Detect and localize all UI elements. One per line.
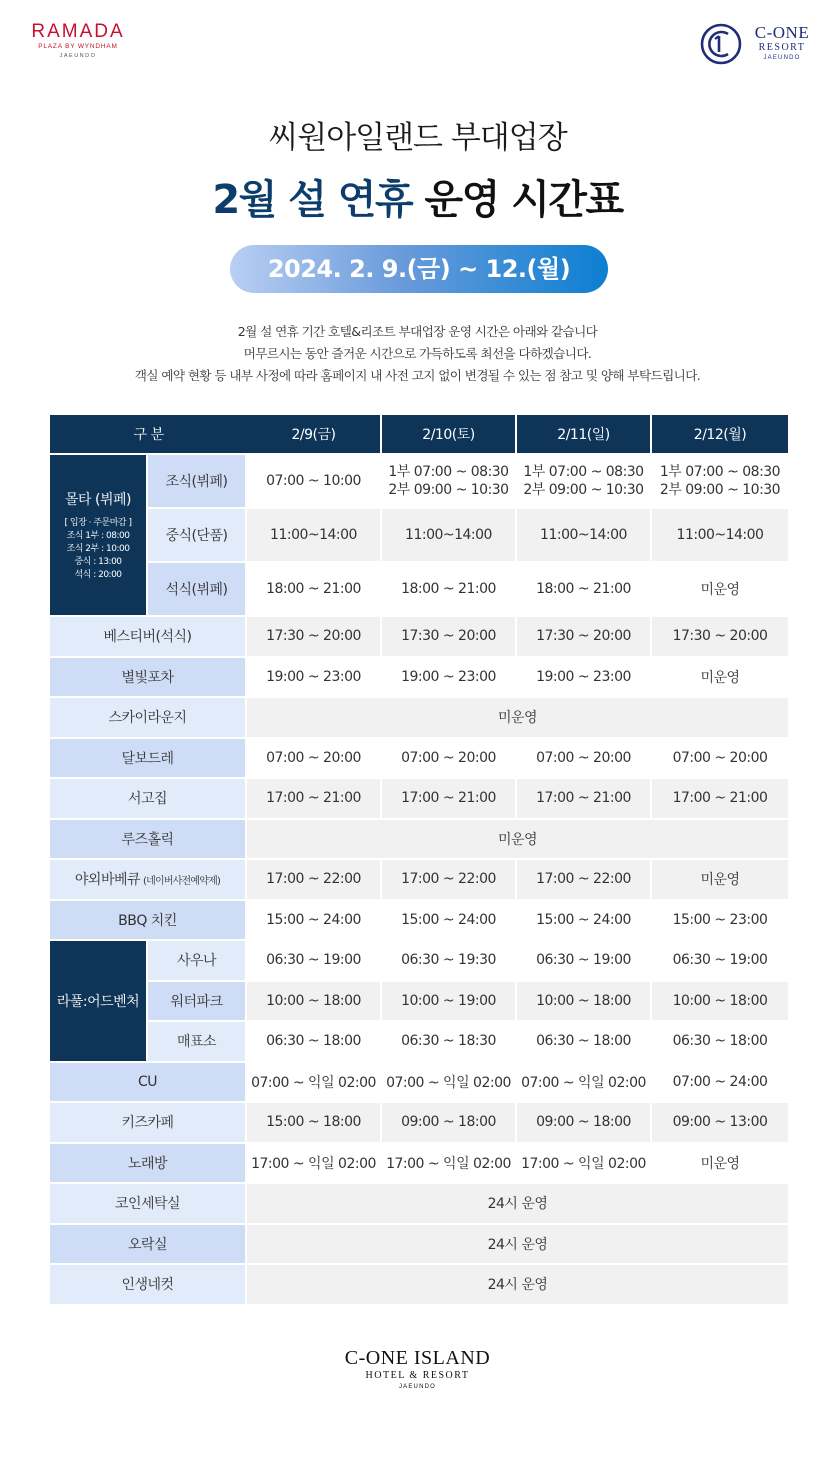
row-label-text: 야외바베큐 bbox=[74, 872, 141, 889]
time-cell: 11:00~14:00 bbox=[382, 509, 515, 561]
time-cell: 07:00 ~ 20:00 bbox=[382, 739, 515, 778]
title-rest: 운영 시간표 bbox=[412, 177, 623, 223]
time-cell: 06:30 ~ 19:30 bbox=[382, 941, 515, 980]
time-cell: 09:00 ~ 18:00 bbox=[517, 1103, 650, 1142]
row-label: 베스티버(석식) bbox=[50, 617, 245, 656]
footer-logo-location: JAEUNDO bbox=[398, 1384, 437, 1390]
time-cell: 18:00 ~ 21:00 bbox=[382, 563, 515, 615]
intro-line: 머무르시는 동안 즐거운 시간으로 가득하도록 최선을 다하겠습니다. bbox=[243, 346, 592, 361]
time-cell: 06:30 ~ 19:00 bbox=[517, 941, 650, 980]
time-cell: 11:00~14:00 bbox=[517, 509, 650, 561]
merged-time-cell: 24시 운영 bbox=[247, 1225, 788, 1264]
time-cell: 미운영 bbox=[652, 860, 788, 899]
ramada-brand: RAMADA bbox=[31, 21, 125, 42]
time-cell: 17:00 ~ 21:00 bbox=[517, 779, 650, 818]
time-cell: 15:00 ~ 24:00 bbox=[247, 901, 380, 940]
time-cell: 17:00 ~ 21:00 bbox=[382, 779, 515, 818]
time-cell bbox=[652, 455, 788, 507]
row-label: 키즈카페 bbox=[50, 1103, 245, 1142]
row-label-note: (네이버사전예약제) bbox=[143, 875, 221, 887]
time-cell: 09:00 ~ 18:00 bbox=[382, 1103, 515, 1142]
time-cell: 11:00~14:00 bbox=[247, 509, 380, 561]
ramada-location: JAEUNDO bbox=[59, 53, 97, 59]
time-cell: 11:00~14:00 bbox=[652, 509, 788, 561]
time-cell bbox=[517, 455, 650, 507]
row-label: 사우나 bbox=[148, 941, 245, 980]
group-molta-note: 석식 : 20:00 bbox=[74, 569, 122, 580]
time-cell: 15:00 ~ 23:00 bbox=[652, 901, 788, 940]
time-cell: 07:00 ~ 20:00 bbox=[517, 739, 650, 778]
row-label bbox=[50, 860, 245, 899]
intro-line: 2월 설 연휴 기간 호텔&리조트 부대업장 운영 시간은 아래와 같습니다 bbox=[237, 324, 598, 339]
group-molta-note: 조식 2부 : 10:00 bbox=[66, 543, 130, 554]
row-label: 오락실 bbox=[50, 1225, 245, 1264]
time-cell: 17:30 ~ 20:00 bbox=[247, 617, 380, 656]
group-lafool-name: 라풀:어드벤처 bbox=[56, 993, 140, 1010]
schedule-table bbox=[50, 415, 788, 1306]
footer-logo-name: C-ONE ISLAND bbox=[344, 1347, 491, 1369]
time-cell bbox=[247, 455, 380, 507]
time-cell: 10:00 ~ 18:00 bbox=[247, 982, 380, 1021]
row-label: 노래방 bbox=[50, 1144, 245, 1183]
time-cell: 18:00 ~ 21:00 bbox=[247, 563, 380, 615]
row-label: 코인세탁실 bbox=[50, 1184, 245, 1223]
row-label: 루즈홀릭 bbox=[50, 820, 245, 859]
group-lafool bbox=[50, 941, 146, 1061]
cone-resort-logo bbox=[699, 22, 817, 66]
time-cell: 17:00 ~ 익일 02:00 bbox=[382, 1144, 515, 1183]
header-day: 2/12(월) bbox=[652, 415, 788, 453]
ramada-sub: PLAZA BY WYNDHAM bbox=[38, 43, 118, 50]
time-cell: 18:00 ~ 21:00 bbox=[517, 563, 650, 615]
merged-time-cell: 24시 운영 bbox=[247, 1184, 788, 1223]
time-line: 07:00 ~ 10:00 bbox=[266, 473, 361, 489]
time-cell: 19:00 ~ 23:00 bbox=[517, 658, 650, 697]
time-cell: 07:00 ~ 익일 02:00 bbox=[247, 1063, 380, 1102]
header-day: 2/10(토) bbox=[382, 415, 515, 453]
group-molta-name: 몰타 (뷔페) bbox=[65, 491, 131, 508]
period-badge: 2024. 2. 9.(금) ~ 12.(월) bbox=[230, 245, 608, 293]
row-label: 스카이라운지 bbox=[50, 698, 245, 737]
row-label: 석식(뷔페) bbox=[148, 563, 245, 615]
row-label: CU bbox=[50, 1063, 245, 1102]
time-cell: 17:00 ~ 21:00 bbox=[247, 779, 380, 818]
merged-time-cell: 미운영 bbox=[247, 820, 788, 859]
time-line: 2부 09:00 ~ 10:30 bbox=[659, 482, 781, 498]
merged-time-cell: 미운영 bbox=[247, 698, 788, 737]
row-label: BBQ 치킨 bbox=[50, 901, 245, 940]
time-cell: 06:30 ~ 18:00 bbox=[247, 1022, 380, 1061]
time-cell: 17:30 ~ 20:00 bbox=[517, 617, 650, 656]
time-cell: 06:30 ~ 19:00 bbox=[652, 941, 788, 980]
group-molta-note: 중식 : 13:00 bbox=[74, 556, 122, 567]
time-cell: 15:00 ~ 24:00 bbox=[517, 901, 650, 940]
time-cell: 07:00 ~ 익일 02:00 bbox=[382, 1063, 515, 1102]
header-day: 2/11(일) bbox=[517, 415, 650, 453]
group-molta bbox=[50, 455, 146, 615]
row-label: 달보드레 bbox=[50, 739, 245, 778]
time-cell: 07:00 ~ 익일 02:00 bbox=[517, 1063, 650, 1102]
row-label: 중식(단품) bbox=[148, 509, 245, 561]
time-cell: 미운영 bbox=[652, 563, 788, 615]
time-cell: 10:00 ~ 18:00 bbox=[652, 982, 788, 1021]
footer-logo bbox=[0, 1347, 835, 1392]
time-line: 2부 09:00 ~ 10:30 bbox=[388, 482, 509, 498]
time-line: 1부 07:00 ~ 08:30 bbox=[388, 464, 509, 480]
cone-emblem-icon bbox=[699, 22, 743, 66]
time-cell: 06:30 ~ 18:00 bbox=[517, 1022, 650, 1061]
group-molta-note: 조식 1부 : 08:00 bbox=[66, 530, 130, 541]
time-line: 2부 09:00 ~ 10:30 bbox=[523, 482, 644, 498]
page-title bbox=[0, 168, 835, 225]
time-cell: 17:00 ~ 익일 02:00 bbox=[517, 1144, 650, 1183]
title-highlight: 2월 설 연휴 bbox=[212, 177, 413, 223]
row-label: 매표소 bbox=[148, 1022, 245, 1061]
intro-line: 객실 예약 현황 등 내부 사정에 따라 홈페이지 내 사전 고지 없이 변경될 수 있는 점 참고 및 양해 부탁드립니다. bbox=[134, 368, 701, 383]
header-day: 2/9(금) bbox=[247, 415, 380, 453]
time-cell: 19:00 ~ 23:00 bbox=[382, 658, 515, 697]
group-molta-note: [ 입장 · 주문마감 ] bbox=[64, 517, 132, 528]
row-label: 워터파크 bbox=[148, 982, 245, 1021]
time-cell: 미운영 bbox=[652, 1144, 788, 1183]
page-subtitle: 씨원아일랜드 부대업장 bbox=[268, 120, 567, 156]
row-label: 인생네컷 bbox=[50, 1265, 245, 1304]
header-category: 구 분 bbox=[50, 415, 247, 453]
time-cell: 17:00 ~ 22:00 bbox=[247, 860, 380, 899]
time-cell: 07:00 ~ 20:00 bbox=[247, 739, 380, 778]
time-cell: 07:00 ~ 20:00 bbox=[652, 739, 788, 778]
cone-logo-name: C-ONE bbox=[754, 23, 810, 42]
row-label: 서고집 bbox=[50, 779, 245, 818]
time-cell: 17:00 ~ 익일 02:00 bbox=[247, 1144, 380, 1183]
time-cell: 06:30 ~ 18:30 bbox=[382, 1022, 515, 1061]
time-cell: 17:00 ~ 21:00 bbox=[652, 779, 788, 818]
time-cell: 06:30 ~ 19:00 bbox=[247, 941, 380, 980]
footer-logo-sub: HOTEL & RESORT bbox=[365, 1370, 470, 1381]
ramada-logo bbox=[22, 22, 134, 61]
time-cell: 17:30 ~ 20:00 bbox=[382, 617, 515, 656]
merged-time-cell: 24시 운영 bbox=[247, 1265, 788, 1304]
time-cell bbox=[382, 455, 515, 507]
time-cell: 19:00 ~ 23:00 bbox=[247, 658, 380, 697]
intro-text bbox=[0, 321, 835, 387]
time-line: 1부 07:00 ~ 08:30 bbox=[523, 464, 644, 480]
time-cell: 07:00 ~ 24:00 bbox=[652, 1063, 788, 1102]
time-cell: 17:30 ~ 20:00 bbox=[652, 617, 788, 656]
time-cell: 06:30 ~ 18:00 bbox=[652, 1022, 788, 1061]
row-label: 조식(뷔페) bbox=[148, 455, 245, 507]
time-cell: 09:00 ~ 13:00 bbox=[652, 1103, 788, 1142]
time-cell: 10:00 ~ 18:00 bbox=[517, 982, 650, 1021]
row-label: 별빛포차 bbox=[50, 658, 245, 697]
cone-logo-resort: RESORT bbox=[758, 42, 806, 53]
cone-logo-location: JAEUNDO bbox=[763, 55, 801, 61]
time-cell: 17:00 ~ 22:00 bbox=[517, 860, 650, 899]
time-cell: 미운영 bbox=[652, 658, 788, 697]
time-cell: 17:00 ~ 22:00 bbox=[382, 860, 515, 899]
time-cell: 15:00 ~ 18:00 bbox=[247, 1103, 380, 1142]
time-line: 1부 07:00 ~ 08:30 bbox=[659, 464, 781, 480]
time-cell: 15:00 ~ 24:00 bbox=[382, 901, 515, 940]
time-cell: 10:00 ~ 19:00 bbox=[382, 982, 515, 1021]
